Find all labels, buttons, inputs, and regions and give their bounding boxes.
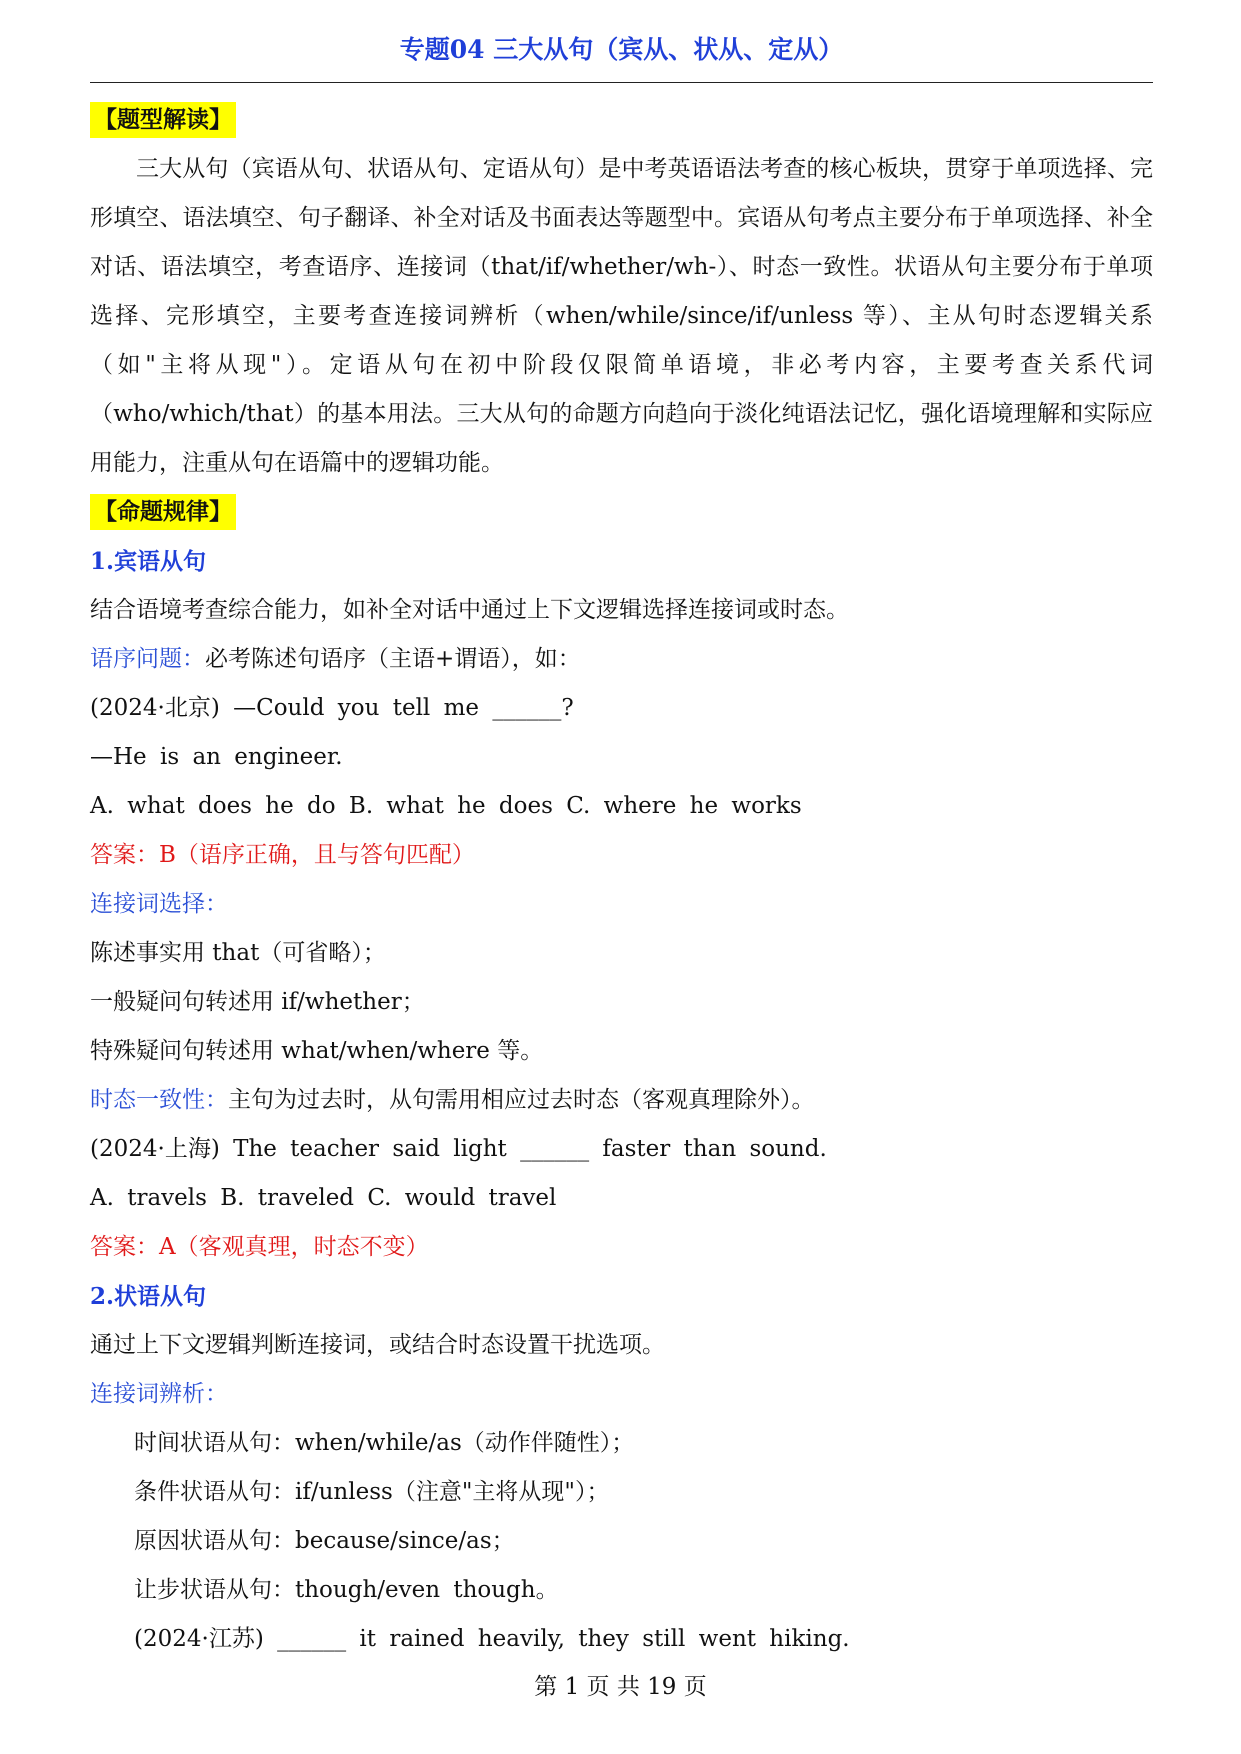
adverbial-item-time: 时间状语从句：when/while/as（动作伴随性）； (134, 1430, 635, 1456)
conjunction-rule-2: 一般疑问句转述用 if/whether； (90, 989, 425, 1015)
page-header-title: 专题04 三大从句（宾从、状从、定从） (399, 35, 844, 64)
adverbial-clause-desc: 通过上下文逻辑判断连接词，或结合时态设置干扰选项。 (90, 1332, 665, 1358)
adverbial-conj-label: 连接词辨析： (90, 1381, 228, 1407)
intro-tag: 【题型解读】 (90, 102, 236, 138)
question-1-reply: —He is an engineer. (90, 744, 343, 770)
question-1-stem: (2024·北京) —Could you tell me ______? (90, 695, 574, 721)
tense-label: 时态一致性： (90, 1087, 228, 1113)
question-2-stem: (2024·上海) The teacher said light ______ faster than sound. (90, 1136, 827, 1162)
rules-tag: 【命题规律】 (90, 494, 236, 530)
header-rule (90, 82, 1153, 83)
question-2-answer: 答案：A（客观真理，时态不变） (90, 1234, 429, 1260)
object-clause-heading: 1.宾语从句 (90, 548, 207, 575)
adverbial-item-concession: 让步状语从句：though/even though。 (134, 1577, 559, 1603)
word-order-label: 语序问题： (90, 646, 205, 672)
object-clause-desc: 结合语境考查综合能力，如补全对话中通过上下文逻辑选择连接词或时态。 (90, 597, 849, 623)
adverbial-item-condition: 条件状语从句：if/unless（注意"主将从现"）； (134, 1479, 610, 1505)
word-order-line (90, 635, 1153, 684)
adverbial-clause-heading: 2.状语从句 (90, 1283, 207, 1310)
adverbial-item-reason: 原因状语从句：because/since/as； (134, 1528, 515, 1554)
conjunction-rule-1: 陈述事实用 that（可省略）； (90, 940, 386, 966)
question-2-options: A. travels B. traveled C. would travel (90, 1185, 557, 1211)
word-order-text: 必考陈述句语序（主语+谓语），如： (205, 646, 581, 672)
conjunction-rule-3: 特殊疑问句转述用 what/when/where 等。 (90, 1038, 544, 1064)
page-footer-number: 第 1 页 共 19 页 (534, 1674, 707, 1700)
intro-paragraph: 三大从句（宾语从句、状语从句、定语从句）是中考英语语法考查的核心板块，贯穿于单项选择、完形填空、语法填空、句子翻译、补全对话及书面表达等题型中。宾语从句考点主要分布于单项选择、补全对话、语法填空，考查语序、连接词（that/if/whether/wh-）、时态一致性。状语从句主要分布于单项选择、完形填空，主要考查连接词辨析（when/while/since/if/unless 等）、主从句时态逻辑关系（如"主将从现"）。定语从句在初中阶段仅限简单语境，非必考内容，主要考查关系代词（who/which/that）的基本用法。三大从句的命题方向趋向于淡化纯语法记忆，强化语境理解和实际应用能力，注重从句在语篇中的逻辑功能。 (90, 156, 1153, 476)
question-1-options: A. what does he do B. what he does C. where he works (90, 793, 802, 819)
question-3-stem: (2024·江苏) ______ it rained heavily, they still went hiking. (134, 1626, 850, 1652)
page-content (90, 96, 1153, 1664)
question-1-answer: 答案：B（语序正确，且与答句匹配） (90, 842, 475, 868)
tense-text: 主句为过去时，从句需用相应过去时态（客观真理除外）。 (228, 1087, 815, 1113)
tense-line (90, 1076, 1153, 1125)
section-rules-heading (90, 488, 1153, 537)
section-intro-heading (90, 96, 1153, 145)
conjunction-choice-label: 连接词选择： (90, 891, 228, 917)
